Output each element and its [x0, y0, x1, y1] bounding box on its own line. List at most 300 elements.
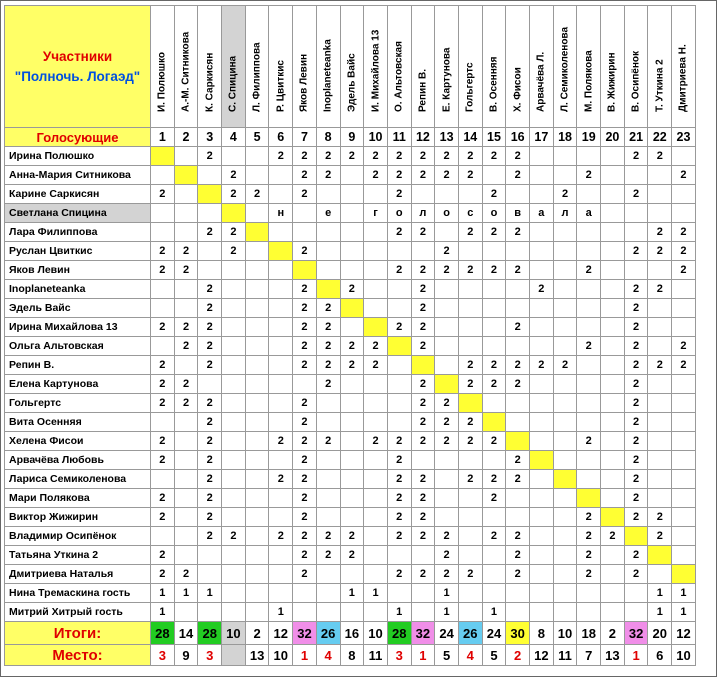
vote-cell — [269, 394, 293, 413]
header-row — [5, 6, 696, 128]
vote-cell — [435, 356, 459, 375]
vote-cell — [482, 546, 506, 565]
vote-cell — [245, 584, 269, 603]
vote-cell — [458, 242, 482, 261]
vote-cell — [577, 242, 601, 261]
vote-cell — [530, 166, 554, 185]
vote-cell: 2 — [198, 451, 222, 470]
voter-row — [5, 413, 696, 432]
total-score: 16 — [340, 622, 364, 645]
vote-cell: 2 — [624, 432, 648, 451]
vote-cell: 2 — [293, 394, 317, 413]
vote-cell: 2 — [387, 508, 411, 527]
participant-header — [506, 6, 530, 128]
vote-cell: 2 — [624, 565, 648, 584]
table-title — [5, 6, 151, 128]
place-value: 13 — [245, 645, 269, 666]
vote-cell — [364, 527, 388, 546]
vote-cell — [530, 603, 554, 622]
vote-cell — [506, 394, 530, 413]
vote-cell: 2 — [411, 508, 435, 527]
vote-cell — [553, 242, 577, 261]
vote-cell — [222, 489, 246, 508]
vote-cell — [411, 356, 435, 375]
vote-cell: 2 — [577, 508, 601, 527]
vote-cell — [411, 451, 435, 470]
vote-cell — [293, 204, 317, 223]
voter-name: Нина Тремаскина гость — [5, 584, 151, 603]
vote-cell: 2 — [151, 508, 175, 527]
vote-cell: 2 — [316, 337, 340, 356]
vote-cell — [482, 318, 506, 337]
voter-name: Руслан Цвиткис — [5, 242, 151, 261]
vote-cell — [174, 299, 198, 318]
vote-cell — [601, 318, 625, 337]
vote-cell — [672, 394, 696, 413]
vote-cell — [577, 280, 601, 299]
vote-cell — [198, 242, 222, 261]
vote-cell: 2 — [411, 470, 435, 489]
vote-cell: 2 — [506, 470, 530, 489]
vote-cell: 2 — [435, 432, 459, 451]
vote-cell: 2 — [316, 147, 340, 166]
vote-cell: 2 — [482, 527, 506, 546]
vote-cell — [553, 584, 577, 603]
vote-cell: 2 — [293, 318, 317, 337]
vote-cell — [198, 185, 222, 204]
vote-cell — [364, 318, 388, 337]
vote-cell — [340, 603, 364, 622]
vote-cell — [458, 489, 482, 508]
vote-cell: 2 — [672, 166, 696, 185]
vote-cell — [506, 432, 530, 451]
vote-cell — [482, 413, 506, 432]
vote-cell: 2 — [293, 432, 317, 451]
voter-name: Репин В. — [5, 356, 151, 375]
vote-cell: 2 — [506, 166, 530, 185]
vote-cell — [245, 432, 269, 451]
vote-cell — [482, 451, 506, 470]
vote-cell — [648, 489, 672, 508]
voter-name: Анна-Мария Ситникова — [5, 166, 151, 185]
participant-header — [672, 6, 696, 128]
vote-cell — [506, 185, 530, 204]
participant-header — [174, 6, 198, 128]
place-label: Место: — [5, 645, 151, 666]
vote-cell — [316, 261, 340, 280]
vote-cell — [316, 394, 340, 413]
participant-name: Т. Уткина 2 — [654, 59, 666, 112]
vote-cell — [458, 299, 482, 318]
vote-cell — [458, 508, 482, 527]
vote-cell — [174, 166, 198, 185]
vote-cell: 2 — [340, 356, 364, 375]
column-number: 7 — [293, 128, 317, 147]
participant-name: Арвачёва Л. — [535, 51, 547, 112]
vote-cell — [316, 584, 340, 603]
vote-cell — [435, 223, 459, 242]
place-value: 2 — [506, 645, 530, 666]
title-line-1: Участники — [42, 48, 113, 64]
vote-cell — [530, 565, 554, 584]
vote-cell — [245, 356, 269, 375]
vote-cell — [577, 603, 601, 622]
vote-cell: 2 — [411, 394, 435, 413]
vote-cell — [553, 413, 577, 432]
participant-header — [151, 6, 175, 128]
vote-cell — [293, 261, 317, 280]
vote-cell: 2 — [222, 527, 246, 546]
vote-cell: 2 — [458, 147, 482, 166]
vote-cell — [577, 318, 601, 337]
participant-name: М. Полякова — [583, 50, 595, 112]
vote-cell — [222, 565, 246, 584]
vote-cell: 1 — [648, 603, 672, 622]
vote-cell: 2 — [577, 166, 601, 185]
voter-name: Вита Осенняя — [5, 413, 151, 432]
vote-cell: 2 — [174, 565, 198, 584]
vote-cell — [198, 375, 222, 394]
vote-cell — [245, 470, 269, 489]
vote-cell — [316, 413, 340, 432]
vote-cell — [222, 356, 246, 375]
voter-name: Елена Картунова — [5, 375, 151, 394]
vote-cell — [601, 546, 625, 565]
participant-name: Inoplaneteanka — [322, 39, 334, 112]
total-score: 32 — [411, 622, 435, 645]
vote-cell: 2 — [293, 299, 317, 318]
participant-header — [435, 6, 459, 128]
vote-cell — [222, 299, 246, 318]
vote-cell: 2 — [387, 451, 411, 470]
column-number: 12 — [411, 128, 435, 147]
title-line-2: "Полночь. Логаэд" — [14, 68, 141, 84]
vote-cell: 2 — [624, 185, 648, 204]
vote-cell — [577, 584, 601, 603]
vote-cell — [482, 394, 506, 413]
vote-cell: 2 — [648, 356, 672, 375]
vote-cell — [435, 299, 459, 318]
vote-cell: 2 — [648, 223, 672, 242]
vote-cell — [435, 451, 459, 470]
vote-cell — [269, 242, 293, 261]
number-row — [5, 128, 696, 147]
vote-cell: 2 — [269, 527, 293, 546]
vote-cell: 2 — [482, 375, 506, 394]
participant-name: И. Михайлова 13 — [370, 29, 382, 112]
voter-name: Владимир Осипёнок — [5, 527, 151, 546]
vote-cell: 2 — [435, 565, 459, 584]
vote-cell: 2 — [624, 489, 648, 508]
column-number: 10 — [364, 128, 388, 147]
voting-table — [4, 5, 696, 666]
vote-cell — [458, 280, 482, 299]
participant-header — [530, 6, 554, 128]
vote-cell: 2 — [458, 413, 482, 432]
total-score: 26 — [316, 622, 340, 645]
vote-cell — [601, 451, 625, 470]
column-number: 3 — [198, 128, 222, 147]
vote-cell — [245, 489, 269, 508]
vote-cell — [269, 356, 293, 375]
abstain-letter: л — [411, 204, 435, 223]
column-number: 13 — [435, 128, 459, 147]
vote-cell: 2 — [411, 489, 435, 508]
vote-cell — [553, 337, 577, 356]
vote-cell: 2 — [482, 489, 506, 508]
participant-header — [340, 6, 364, 128]
vote-cell: 2 — [577, 432, 601, 451]
abstain-letter: о — [482, 204, 506, 223]
vote-cell: 2 — [151, 261, 175, 280]
vote-cell — [222, 337, 246, 356]
vote-cell — [340, 508, 364, 527]
vote-cell — [269, 375, 293, 394]
voter-name: Ирина Полюшко — [5, 147, 151, 166]
vote-cell — [458, 451, 482, 470]
voter-row — [5, 565, 696, 584]
participant-name: Л. Филиппова — [251, 42, 263, 112]
vote-cell: 2 — [340, 147, 364, 166]
place-value: 5 — [435, 645, 459, 666]
vote-cell — [601, 375, 625, 394]
vote-cell: 2 — [458, 565, 482, 584]
voter-row — [5, 508, 696, 527]
vote-cell — [269, 280, 293, 299]
vote-cell — [222, 451, 246, 470]
vote-cell: 2 — [482, 223, 506, 242]
vote-cell — [245, 565, 269, 584]
vote-cell — [458, 603, 482, 622]
total-score: 28 — [387, 622, 411, 645]
voter-name: Светлана Спицина — [5, 204, 151, 223]
vote-cell — [269, 565, 293, 584]
vote-cell — [577, 299, 601, 318]
place-value: 4 — [316, 645, 340, 666]
vote-cell: 2 — [387, 489, 411, 508]
vote-cell: 2 — [316, 356, 340, 375]
vote-cell: 1 — [269, 603, 293, 622]
column-number: 20 — [601, 128, 625, 147]
vote-cell — [672, 565, 696, 584]
vote-cell — [222, 432, 246, 451]
vote-cell — [601, 299, 625, 318]
vote-cell: 2 — [387, 261, 411, 280]
voter-row — [5, 603, 696, 622]
vote-cell — [506, 508, 530, 527]
vote-cell — [340, 166, 364, 185]
vote-cell — [506, 603, 530, 622]
vote-cell: 2 — [435, 166, 459, 185]
column-number: 22 — [648, 128, 672, 147]
vote-cell: 2 — [624, 299, 648, 318]
vote-cell — [435, 470, 459, 489]
vote-cell: 2 — [198, 527, 222, 546]
vote-cell: 2 — [151, 318, 175, 337]
vote-cell: 2 — [293, 565, 317, 584]
vote-cell — [269, 166, 293, 185]
vote-cell: 2 — [411, 337, 435, 356]
vote-cell — [340, 223, 364, 242]
abstain-letter: о — [435, 204, 459, 223]
total-score: 30 — [506, 622, 530, 645]
vote-cell: 2 — [293, 242, 317, 261]
vote-cell: 2 — [506, 375, 530, 394]
abstain-letter: с — [458, 204, 482, 223]
vote-cell: 2 — [293, 337, 317, 356]
vote-cell: 2 — [245, 185, 269, 204]
vote-cell — [222, 261, 246, 280]
vote-cell: 2 — [672, 223, 696, 242]
vote-cell: 2 — [198, 318, 222, 337]
vote-cell: 2 — [387, 565, 411, 584]
vote-cell — [530, 432, 554, 451]
vote-cell — [648, 546, 672, 565]
abstain-letter: н — [269, 204, 293, 223]
vote-cell — [482, 166, 506, 185]
vote-cell: 2 — [293, 166, 317, 185]
vote-cell — [340, 565, 364, 584]
vote-cell: 2 — [672, 337, 696, 356]
vote-cell — [340, 242, 364, 261]
vote-cell — [364, 451, 388, 470]
vote-cell: 2 — [411, 432, 435, 451]
vote-cell: 2 — [174, 394, 198, 413]
vote-cell: 1 — [198, 584, 222, 603]
voter-row — [5, 375, 696, 394]
vote-cell — [151, 527, 175, 546]
vote-cell: 2 — [435, 394, 459, 413]
voter-row — [5, 318, 696, 337]
vote-cell: 1 — [672, 584, 696, 603]
participant-name: Эдель Вайс — [346, 53, 358, 112]
participant-header — [624, 6, 648, 128]
vote-cell: 1 — [340, 584, 364, 603]
vote-cell — [648, 565, 672, 584]
vote-cell: 2 — [222, 242, 246, 261]
vote-cell — [387, 356, 411, 375]
vote-cell — [316, 470, 340, 489]
voter-row — [5, 204, 696, 223]
vote-cell — [530, 508, 554, 527]
vote-cell — [672, 204, 696, 223]
vote-cell: 2 — [506, 527, 530, 546]
vote-cell — [458, 527, 482, 546]
vote-cell — [222, 413, 246, 432]
participant-header — [222, 6, 246, 128]
vote-cell — [316, 223, 340, 242]
vote-cell: 2 — [435, 261, 459, 280]
vote-cell: 2 — [624, 394, 648, 413]
vote-cell — [151, 223, 175, 242]
vote-cell — [553, 565, 577, 584]
vote-cell — [577, 413, 601, 432]
vote-cell: 2 — [411, 318, 435, 337]
vote-cell — [364, 489, 388, 508]
abstain-letter: л — [553, 204, 577, 223]
voter-row — [5, 489, 696, 508]
vote-cell: 2 — [624, 337, 648, 356]
vote-cell: 2 — [316, 166, 340, 185]
vote-cell: 2 — [648, 508, 672, 527]
vote-cell — [553, 470, 577, 489]
vote-cell: 2 — [151, 432, 175, 451]
participant-name: Р. Цвиткис — [275, 60, 287, 112]
vote-cell: 2 — [458, 470, 482, 489]
vote-cell — [553, 451, 577, 470]
column-number: 16 — [506, 128, 530, 147]
vote-cell — [601, 413, 625, 432]
vote-cell — [340, 318, 364, 337]
vote-cell — [245, 508, 269, 527]
vote-cell — [530, 375, 554, 394]
vote-cell: 2 — [198, 489, 222, 508]
vote-cell: 2 — [364, 356, 388, 375]
vote-cell — [269, 185, 293, 204]
place-value — [222, 645, 246, 666]
vote-cell: 2 — [316, 299, 340, 318]
vote-cell — [269, 261, 293, 280]
vote-cell: 2 — [151, 394, 175, 413]
vote-cell — [245, 147, 269, 166]
vote-cell — [245, 413, 269, 432]
vote-cell — [340, 489, 364, 508]
vote-cell — [364, 394, 388, 413]
vote-cell — [269, 451, 293, 470]
vote-cell — [269, 413, 293, 432]
vote-cell — [198, 261, 222, 280]
vote-cell — [672, 489, 696, 508]
vote-cell — [577, 356, 601, 375]
vote-cell — [387, 242, 411, 261]
vote-cell — [340, 451, 364, 470]
voter-name: Виктор Жижирин — [5, 508, 151, 527]
vote-cell: 2 — [364, 166, 388, 185]
vote-cell — [530, 413, 554, 432]
voter-row — [5, 584, 696, 603]
place-value: 13 — [601, 645, 625, 666]
vote-cell: 2 — [293, 280, 317, 299]
vote-cell — [364, 565, 388, 584]
vote-cell: 2 — [151, 546, 175, 565]
vote-cell: 2 — [411, 375, 435, 394]
vote-cell — [293, 584, 317, 603]
participant-header — [577, 6, 601, 128]
vote-cell: 2 — [506, 451, 530, 470]
vote-cell — [435, 508, 459, 527]
vote-cell — [553, 394, 577, 413]
vote-cell — [672, 147, 696, 166]
abstain-letter: о — [387, 204, 411, 223]
place-value: 1 — [411, 645, 435, 666]
voter-row — [5, 242, 696, 261]
voter-name: Inoplaneteanka — [5, 280, 151, 299]
vote-cell: 2 — [222, 223, 246, 242]
participant-name: В. Жижирин — [606, 52, 618, 112]
voter-name: Татьяна Уткина 2 — [5, 546, 151, 565]
vote-cell — [458, 546, 482, 565]
vote-cell: 2 — [648, 527, 672, 546]
vote-cell: 2 — [577, 337, 601, 356]
vote-cell — [387, 394, 411, 413]
abstain-letter: а — [530, 204, 554, 223]
vote-cell — [174, 413, 198, 432]
vote-cell: 2 — [506, 565, 530, 584]
vote-cell — [198, 546, 222, 565]
vote-cell — [648, 375, 672, 394]
place-value: 9 — [174, 645, 198, 666]
participant-header — [387, 6, 411, 128]
